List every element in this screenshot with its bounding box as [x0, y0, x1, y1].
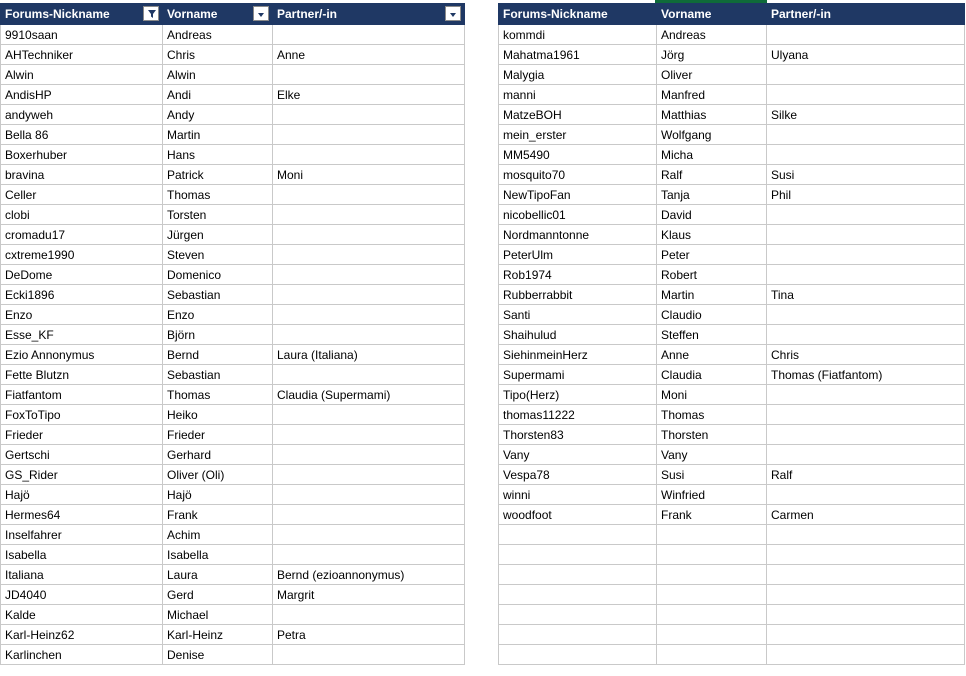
table-row[interactable]	[1, 445, 465, 465]
table-cell[interactable]: Inselfahrer	[1, 525, 163, 545]
table-cell[interactable]: Silke	[767, 105, 965, 125]
table-row[interactable]	[1, 645, 465, 665]
table-cell[interactable]: Elke	[273, 85, 465, 105]
table-cell[interactable]	[767, 305, 965, 325]
filter-nickname-button[interactable]	[143, 6, 159, 21]
table-cell[interactable]: Bernd	[163, 345, 273, 365]
table-cell[interactable]	[273, 305, 465, 325]
table-cell-empty[interactable]	[499, 525, 657, 545]
table-cell[interactable]: Claudia (Supermami)	[273, 385, 465, 405]
forum-members-right-table	[498, 3, 965, 665]
table-row[interactable]	[499, 485, 965, 505]
table-cell[interactable]: Karl-Heinz62	[1, 625, 163, 645]
table-cell[interactable]: nicobellic01	[499, 205, 657, 225]
table-cell-empty[interactable]	[767, 525, 965, 545]
table-row[interactable]	[1, 105, 465, 125]
table-cell[interactable]: Andy	[163, 105, 273, 125]
table-row[interactable]	[1, 605, 465, 625]
column-header-partner-label: Partner/-in	[277, 7, 338, 21]
table-row-empty[interactable]	[499, 645, 965, 665]
table-cell[interactable]: Ecki1896	[1, 285, 163, 305]
table-row[interactable]	[1, 305, 465, 325]
table-cell[interactable]: Supermami	[499, 365, 657, 385]
table-cell[interactable]: Oliver	[657, 65, 767, 85]
table-row[interactable]	[1, 505, 465, 525]
table-cell[interactable]	[273, 145, 465, 165]
table-row[interactable]	[499, 265, 965, 285]
table-cell-empty[interactable]	[657, 605, 767, 625]
table-cell[interactable]: manni	[499, 85, 657, 105]
table-cell-empty[interactable]	[657, 545, 767, 565]
table-cell[interactable]: Gerd	[163, 585, 273, 605]
table-cell[interactable]: Celler	[1, 185, 163, 205]
table-cell[interactable]: Bella 86	[1, 125, 163, 145]
table-cell-empty[interactable]	[499, 605, 657, 625]
table-cell[interactable]: Ralf	[657, 165, 767, 185]
table-row-empty[interactable]	[499, 605, 965, 625]
table-cell[interactable]: Matthias	[657, 105, 767, 125]
table-cell[interactable]	[273, 325, 465, 345]
table-cell[interactable]: thomas11222	[499, 405, 657, 425]
table-cell[interactable]	[273, 25, 465, 45]
table-row[interactable]	[1, 565, 465, 585]
table-cell[interactable]: Martin	[163, 125, 273, 145]
table-cell[interactable]	[767, 325, 965, 345]
table-cell[interactable]: Kalde	[1, 605, 163, 625]
column-header-vorname[interactable]	[163, 4, 273, 25]
table-cell[interactable]: clobi	[1, 205, 163, 225]
table-cell[interactable]	[273, 365, 465, 385]
table-row[interactable]	[1, 205, 465, 225]
table-cell-empty[interactable]	[499, 645, 657, 665]
table-cell[interactable]: Vany	[657, 445, 767, 465]
table-cell[interactable]: Ulyana	[767, 45, 965, 65]
table-cell[interactable]: Jürgen	[163, 225, 273, 245]
table-cell[interactable]	[273, 465, 465, 485]
table-cell[interactable]: Robert	[657, 265, 767, 285]
table-row[interactable]	[1, 185, 465, 205]
table-row[interactable]	[499, 225, 965, 245]
table-cell[interactable]: cxtreme1990	[1, 245, 163, 265]
table-cell[interactable]: MatzeBOH	[499, 105, 657, 125]
table-cell[interactable]	[767, 85, 965, 105]
table-cell[interactable]: PeterUlm	[499, 245, 657, 265]
table-cell[interactable]: Claudio	[657, 305, 767, 325]
table-cell[interactable]: Domenico	[163, 265, 273, 285]
table-cell[interactable]: Thorsten	[657, 425, 767, 445]
table-cell[interactable]: Hermes64	[1, 505, 163, 525]
table-cell[interactable]: Tina	[767, 285, 965, 305]
table-row[interactable]	[1, 45, 465, 65]
table-row[interactable]	[499, 85, 965, 105]
table-cell[interactable]	[273, 125, 465, 145]
table-cell[interactable]	[273, 265, 465, 285]
table-row[interactable]	[499, 385, 965, 405]
column-header-vorname-right-label: Vorname	[661, 7, 712, 21]
table-cell[interactable]: Patrick	[163, 165, 273, 185]
table-cell[interactable]: Fette Blutzn	[1, 365, 163, 385]
table-cell[interactable]: Anne	[273, 45, 465, 65]
table-cell[interactable]: JD4040	[1, 585, 163, 605]
table-row[interactable]	[499, 325, 965, 345]
table-row[interactable]	[1, 365, 465, 385]
table-cell[interactable]: Klaus	[657, 225, 767, 245]
table-row[interactable]	[1, 225, 465, 245]
table-cell[interactable]: Karl-Heinz	[163, 625, 273, 645]
table-row[interactable]	[499, 45, 965, 65]
table-cell[interactable]: Gerhard	[163, 445, 273, 465]
table-cell[interactable]	[767, 405, 965, 425]
table-cell[interactable]: Susi	[657, 465, 767, 485]
table-cell[interactable]: Claudia	[657, 365, 767, 385]
table-header-row	[1, 4, 465, 25]
filter-funnel-icon	[148, 10, 156, 19]
table-cell[interactable]: woodfoot	[499, 505, 657, 525]
table-cell[interactable]	[273, 645, 465, 665]
table-cell[interactable]: Chris	[163, 45, 273, 65]
table-cell[interactable]	[273, 525, 465, 545]
table-row[interactable]	[1, 345, 465, 365]
table-row[interactable]	[499, 165, 965, 185]
filter-vorname-button[interactable]	[253, 6, 269, 21]
table-cell-empty[interactable]	[499, 545, 657, 565]
table-cell[interactable]: Carmen	[767, 505, 965, 525]
table-cell[interactable]: Laura (Italiana)	[273, 345, 465, 365]
table-cell-empty[interactable]	[767, 625, 965, 645]
table-cell[interactable]: Frieder	[163, 425, 273, 445]
table-row[interactable]	[499, 285, 965, 305]
table-cell[interactable]: FoxToTipo	[1, 405, 163, 425]
table-cell[interactable]: Tanja	[657, 185, 767, 205]
table-cell[interactable]: Enzo	[1, 305, 163, 325]
table-row[interactable]	[1, 245, 465, 265]
table-cell[interactable]: winni	[499, 485, 657, 505]
table-row[interactable]	[1, 165, 465, 185]
table-cell[interactable]: Vany	[499, 445, 657, 465]
table-row[interactable]	[1, 485, 465, 505]
right-table-body	[499, 25, 965, 665]
table-cell[interactable]: mein_erster	[499, 125, 657, 145]
table-row[interactable]	[1, 405, 465, 425]
table-cell[interactable]: Achim	[163, 525, 273, 545]
table-row[interactable]	[499, 425, 965, 445]
column-header-nickname-right[interactable]	[499, 4, 657, 25]
table-cell[interactable]: Phil	[767, 185, 965, 205]
table-cell-empty[interactable]	[499, 625, 657, 645]
table-cell[interactable]	[273, 185, 465, 205]
table-cell[interactable]: Peter	[657, 245, 767, 265]
table-cell[interactable]: cromadu17	[1, 225, 163, 245]
column-header-partner[interactable]	[273, 4, 465, 25]
table-cell[interactable]: Mahatma1961	[499, 45, 657, 65]
table-cell[interactable]: AHTechniker	[1, 45, 163, 65]
column-header-partner-right[interactable]	[767, 4, 965, 25]
table-cell[interactable]: Ezio Annonymus	[1, 345, 163, 365]
table-cell[interactable]: Anne	[657, 345, 767, 365]
table-cell[interactable]	[767, 425, 965, 445]
table-cell[interactable]: Malygia	[499, 65, 657, 85]
table-cell[interactable]	[767, 205, 965, 225]
left-table-body	[1, 25, 465, 665]
table-cell-empty[interactable]	[499, 585, 657, 605]
table-cell[interactable]: Tipo(Herz)	[499, 385, 657, 405]
table-cell[interactable]: Fiatfantom	[1, 385, 163, 405]
table-cell[interactable]	[767, 25, 965, 45]
table-cell[interactable]: Hajö	[1, 485, 163, 505]
table-cell[interactable]: Torsten	[163, 205, 273, 225]
table-cell[interactable]: DeDome	[1, 265, 163, 285]
table-cell[interactable]: Thorsten83	[499, 425, 657, 445]
table-cell[interactable]: Steffen	[657, 325, 767, 345]
table-cell[interactable]: Manfred	[657, 85, 767, 105]
column-header-vorname-right[interactable]	[657, 4, 767, 25]
table-cell[interactable]: Michael	[163, 605, 273, 625]
filter-partner-button[interactable]	[445, 6, 461, 21]
table-cell[interactable]	[273, 285, 465, 305]
table-row[interactable]	[1, 385, 465, 405]
table-cell[interactable]: andyweh	[1, 105, 163, 125]
table-row[interactable]	[499, 305, 965, 325]
table-cell[interactable]: SiehinmeinHerz	[499, 345, 657, 365]
table-row[interactable]	[499, 445, 965, 465]
table-cell[interactable]: Moni	[273, 165, 465, 185]
table-cell[interactable]	[767, 445, 965, 465]
table-cell[interactable]: Bernd (ezioannonymus)	[273, 565, 465, 585]
table-cell[interactable]: Moni	[657, 385, 767, 405]
table-cell[interactable]: Thomas	[163, 185, 273, 205]
table-cell[interactable]: bravina	[1, 165, 163, 185]
table-cell-empty[interactable]	[767, 645, 965, 665]
table-cell[interactable]	[767, 65, 965, 85]
table-cell[interactable]	[273, 105, 465, 125]
column-header-nickname-right-label: Forums-Nickname	[503, 7, 608, 21]
table-row-empty[interactable]	[499, 625, 965, 645]
table-cell[interactable]: Chris	[767, 345, 965, 365]
table-cell[interactable]: Margrit	[273, 585, 465, 605]
table-cell[interactable]: Isabella	[1, 545, 163, 565]
table-row[interactable]	[1, 125, 465, 145]
table-row[interactable]	[1, 625, 465, 645]
table-row[interactable]	[1, 25, 465, 45]
table-cell[interactable]: Heiko	[163, 405, 273, 425]
table-row[interactable]	[499, 105, 965, 125]
table-cell[interactable]: Sebastian	[163, 285, 273, 305]
table-row-empty[interactable]	[499, 585, 965, 605]
table-row[interactable]	[1, 525, 465, 545]
table-cell[interactable]: Winfried	[657, 485, 767, 505]
table-cell[interactable]	[273, 65, 465, 85]
table-cell[interactable]: Alwin	[1, 65, 163, 85]
table-row[interactable]	[499, 145, 965, 165]
table-cell[interactable]: Enzo	[163, 305, 273, 325]
table-cell[interactable]	[767, 385, 965, 405]
table-cell[interactable]: mosquito70	[499, 165, 657, 185]
table-row[interactable]	[1, 545, 465, 565]
table-row[interactable]	[499, 125, 965, 145]
table-cell[interactable]: GS_Rider	[1, 465, 163, 485]
table-row[interactable]	[1, 425, 465, 445]
column-header-partner-right-label: Partner/-in	[771, 7, 832, 21]
table-cell[interactable]	[273, 405, 465, 425]
table-cell[interactable]: NewTipoFan	[499, 185, 657, 205]
table-row[interactable]	[499, 185, 965, 205]
table-cell[interactable]	[273, 505, 465, 525]
forum-members-left-table	[0, 3, 465, 665]
table-cell[interactable]: Esse_KF	[1, 325, 163, 345]
table-row[interactable]	[1, 285, 465, 305]
table-row[interactable]	[499, 405, 965, 425]
table-row[interactable]	[1, 265, 465, 285]
table-cell-empty[interactable]	[499, 565, 657, 585]
chevron-down-icon	[258, 13, 264, 17]
table-cell[interactable]: Thomas (Fiatfantom)	[767, 365, 965, 385]
table-cell[interactable]	[273, 205, 465, 225]
table-cell[interactable]: Karlinchen	[1, 645, 163, 665]
table-cell[interactable]: Frank	[657, 505, 767, 525]
table-cell[interactable]	[273, 425, 465, 445]
table-cell[interactable]	[767, 485, 965, 505]
table-cell[interactable]: Thomas	[657, 405, 767, 425]
table-cell[interactable]: Steven	[163, 245, 273, 265]
table-row[interactable]	[499, 25, 965, 45]
chevron-down-icon	[450, 13, 456, 17]
table-cell[interactable]: Italiana	[1, 565, 163, 585]
table-cell[interactable]: AndisHP	[1, 85, 163, 105]
table-cell-empty[interactable]	[657, 585, 767, 605]
table-cell[interactable]: Frank	[163, 505, 273, 525]
column-header-nickname-label: Forums-Nickname	[5, 7, 110, 21]
table-cell[interactable]: Jörg	[657, 45, 767, 65]
table-cell[interactable]: Alwin	[163, 65, 273, 85]
table-cell[interactable]: Ralf	[767, 465, 965, 485]
table-cell[interactable]: Susi	[767, 165, 965, 185]
table-cell[interactable]: Sebastian	[163, 365, 273, 385]
table-row[interactable]	[1, 465, 465, 485]
table-cell[interactable]	[273, 545, 465, 565]
table-cell[interactable]	[273, 485, 465, 505]
table-cell[interactable]	[767, 145, 965, 165]
table-cell[interactable]: Petra	[273, 625, 465, 645]
table-cell-empty[interactable]	[657, 525, 767, 545]
table-cell[interactable]: Isabella	[163, 545, 273, 565]
table-cell[interactable]	[273, 225, 465, 245]
table-cell[interactable]: Laura	[163, 565, 273, 585]
table-cell[interactable]: Vespa78	[499, 465, 657, 485]
table-row-empty[interactable]	[499, 525, 965, 545]
table-cell[interactable]: Björn	[163, 325, 273, 345]
table-cell-empty[interactable]	[767, 585, 965, 605]
table-row[interactable]	[499, 345, 965, 365]
table-cell[interactable]	[767, 225, 965, 245]
table-cell[interactable]: Micha	[657, 145, 767, 165]
table-cell[interactable]: Hajö	[163, 485, 273, 505]
table-cell[interactable]: Boxerhuber	[1, 145, 163, 165]
table-cell[interactable]: Rubberrabbit	[499, 285, 657, 305]
table-cell[interactable]: Gertschi	[1, 445, 163, 465]
table-cell[interactable]: David	[657, 205, 767, 225]
column-header-nickname[interactable]	[1, 4, 163, 25]
table-header-row	[499, 4, 965, 25]
table-cell[interactable]: Frieder	[1, 425, 163, 445]
table-cell-empty[interactable]	[657, 565, 767, 585]
table-cell[interactable]: Hans	[163, 145, 273, 165]
table-row[interactable]	[1, 145, 465, 165]
table-cell[interactable]: Andi	[163, 85, 273, 105]
table-cell[interactable]: Wolfgang	[657, 125, 767, 145]
table-row[interactable]	[499, 65, 965, 85]
table-cell-empty[interactable]	[657, 645, 767, 665]
table-row[interactable]	[499, 365, 965, 385]
table-cell[interactable]: Andreas	[657, 25, 767, 45]
table-cell[interactable]: 9910saan	[1, 25, 163, 45]
table-cell-empty[interactable]	[767, 565, 965, 585]
table-row[interactable]	[499, 245, 965, 265]
table-cell[interactable]	[767, 265, 965, 285]
table-row[interactable]	[499, 205, 965, 225]
table-row[interactable]	[499, 465, 965, 485]
table-cell[interactable]: Nordmanntonne	[499, 225, 657, 245]
table-row-empty[interactable]	[499, 565, 965, 585]
table-row[interactable]	[1, 585, 465, 605]
table-cell[interactable]: Oliver (Oli)	[163, 465, 273, 485]
table-cell-empty[interactable]	[767, 545, 965, 565]
table-cell[interactable]	[767, 125, 965, 145]
table-row[interactable]	[1, 325, 465, 345]
table-row[interactable]	[1, 85, 465, 105]
table-cell[interactable]: MM5490	[499, 145, 657, 165]
table-cell[interactable]: Thomas	[163, 385, 273, 405]
table-row[interactable]	[1, 65, 465, 85]
table-cell[interactable]: kommdi	[499, 25, 657, 45]
table-cell[interactable]	[273, 245, 465, 265]
table-cell[interactable]: Denise	[163, 645, 273, 665]
table-cell[interactable]: Rob1974	[499, 265, 657, 285]
table-cell-empty[interactable]	[767, 605, 965, 625]
table-cell[interactable]: Santi	[499, 305, 657, 325]
table-row[interactable]	[499, 505, 965, 525]
table-cell[interactable]: Shaihulud	[499, 325, 657, 345]
table-cell[interactable]: Andreas	[163, 25, 273, 45]
column-header-vorname-label: Vorname	[167, 7, 218, 21]
table-cell-empty[interactable]	[657, 625, 767, 645]
table-cell[interactable]	[273, 445, 465, 465]
table-row-empty[interactable]	[499, 545, 965, 565]
table-cell[interactable]: Martin	[657, 285, 767, 305]
table-cell[interactable]	[273, 605, 465, 625]
table-cell[interactable]	[767, 245, 965, 265]
